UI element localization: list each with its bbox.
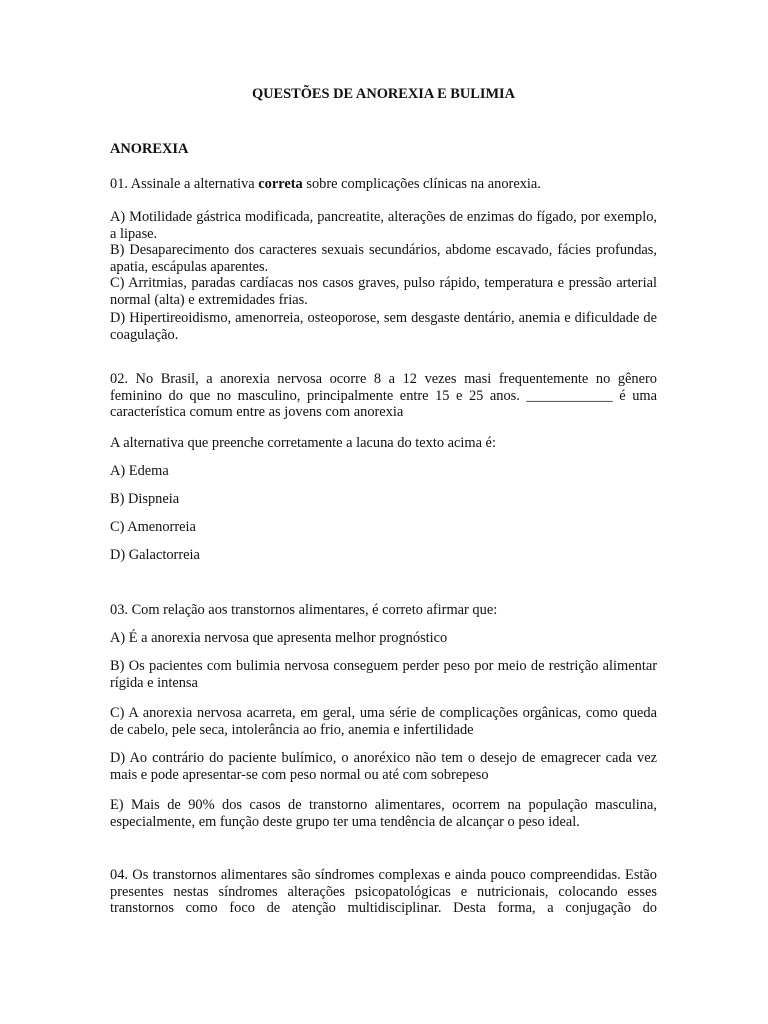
question-3-option-e: E) Mais de 90% dos casos de transtorno alimentares, ocorrem na população masculina, especialmente, em função deste grupo ter uma tendência de alcançar o peso ideal. <box>110 797 657 830</box>
question-2-option-a: A) Edema <box>110 463 169 479</box>
question-1-option-c: C) Arritmias, paradas cardíacas nos casos graves, pulso rápido, temperatura e pressão arterial normal (alta) e extremidades frias. <box>110 275 657 308</box>
document-page <box>110 0 657 1024</box>
section-heading: ANOREXIA <box>110 141 189 157</box>
question-1-stem-emphasis: correta <box>258 176 303 192</box>
question-3-option-a: A) É a anorexia nervosa que apresenta melhor prognóstico <box>110 630 448 646</box>
question-1-option-d: D) Hipertireoidismo, amenorreia, osteoporose, sem desgaste dentário, anemia e dificuldade de coagulação. <box>110 310 657 343</box>
page-title: QUESTÕES DE ANOREXIA E BULIMIA <box>251 86 516 102</box>
question-4-stem: 04. Os transtornos alimentares são síndromes complexas e ainda pouco compreendidas. Estão presentes nestas síndromes alterações psicopatológicas e nutricionais, colocando esses transtornos como foco de atenção multidisciplinar. Desta forma, a conjugação do <box>110 867 657 916</box>
question-3-option-d: D) Ao contrário do paciente bulímico, o anoréxico não tem o desejo de emagrecer cada vez mais e pode apresentar-se com peso normal ou até com sobrepeso <box>110 750 657 783</box>
question-2-option-b: B) Dispneia <box>110 491 180 507</box>
question-3-option-b: B) Os pacientes com bulimia nervosa conseguem perder peso por meio de restrição alimentar rígida e intensa <box>110 658 657 691</box>
question-1-option-b: B) Desaparecimento dos caracteres sexuais secundários, abdome escavado, fácies profundas, apatia, escápulas aparentes. <box>110 242 657 275</box>
question-2-instruction: A alternativa que preenche corretamente a lacuna do texto acima é: <box>110 435 496 451</box>
question-2-option-d: D) Galactorreia <box>110 547 200 563</box>
question-1-stem <box>110 176 657 193</box>
question-1-stem-text: 01. Assinale a alternativa <box>110 176 259 192</box>
question-1-option-a: A) Motilidade gástrica modificada, pancreatite, alterações de enzimas do fígado, por exemplo, a lipase. <box>110 209 657 242</box>
question-2-stem: 02. No Brasil, a anorexia nervosa ocorre 8 a 12 vezes masi frequentemente no gênero feminino do que no masculino, principalmente entre 15 e 25 anos. ____________ é uma característica comum entre as jovens com anorexia <box>110 371 657 420</box>
question-3-option-c: C) A anorexia nervosa acarreta, em geral, uma série de complicações orgânicas, como queda de cabelo, pele seca, intolerância ao frio, anemia e infertilidade <box>110 705 657 738</box>
question-1-stem-text-end: sobre complicações clínicas na anorexia. <box>302 176 541 192</box>
question-2-option-c: C) Amenorreia <box>110 519 196 535</box>
question-3-stem: 03. Com relação aos transtornos alimentares, é correto afirmar que: <box>110 602 498 618</box>
